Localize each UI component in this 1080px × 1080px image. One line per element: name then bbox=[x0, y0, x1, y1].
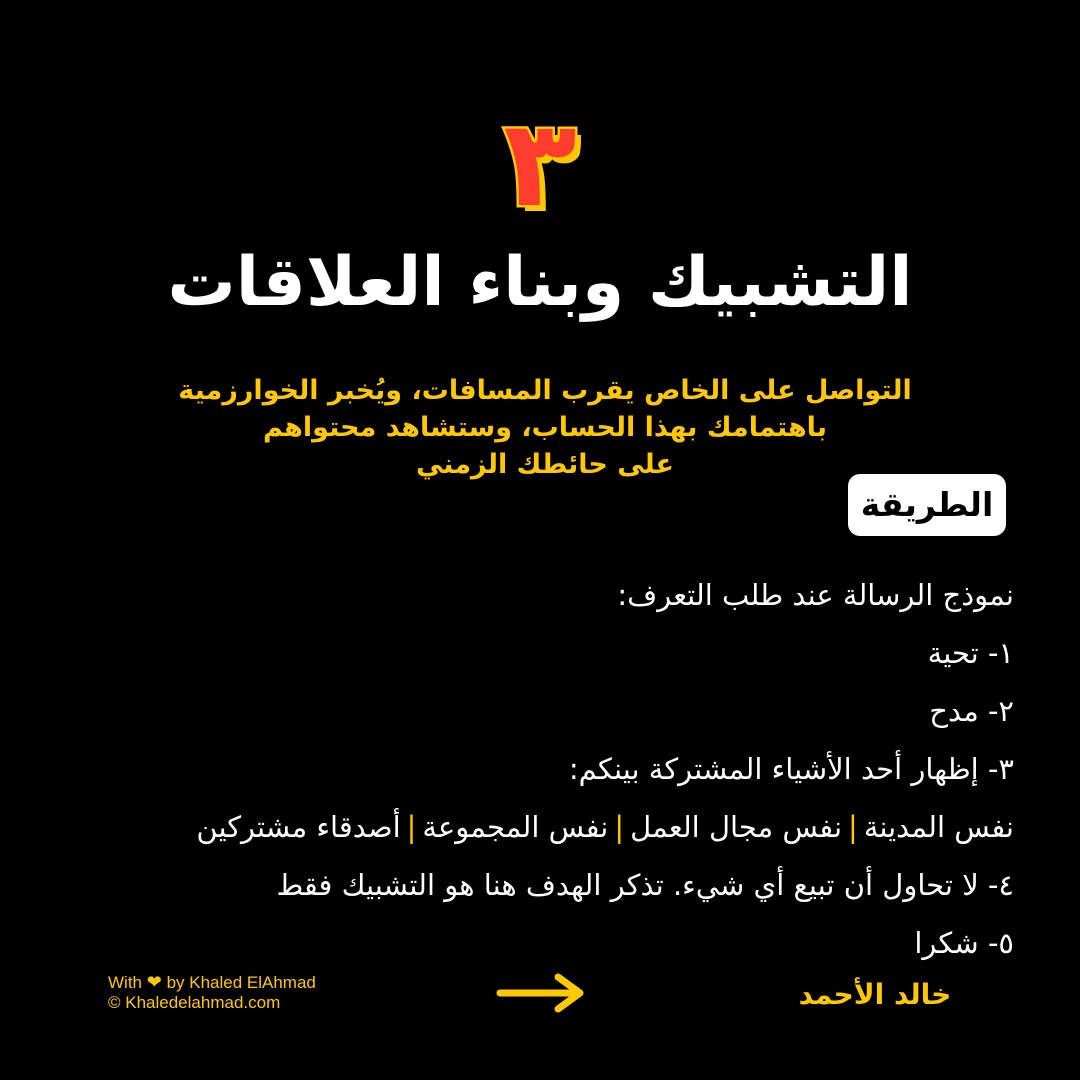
steps-intro: نموذج الرسالة عند طلب التعرف: bbox=[617, 578, 1014, 612]
example-separator: | bbox=[848, 810, 858, 844]
step-3-examples bbox=[24, 798, 1014, 856]
step-2: ٢- مدح bbox=[929, 694, 1014, 728]
author-name: خالد الأحمد bbox=[798, 978, 952, 1011]
example-item: نفس المجموعة bbox=[422, 810, 609, 844]
method-badge: الطريقة bbox=[848, 474, 1006, 536]
subtitle bbox=[140, 372, 950, 483]
example-separator: | bbox=[406, 810, 417, 844]
example-item: أصدقاء مشتركين bbox=[196, 810, 401, 844]
credit-site: © Khaledelahmad.com bbox=[108, 993, 281, 1012]
arrow-right-icon bbox=[494, 970, 588, 1016]
step-1: ١- تحية bbox=[927, 636, 1014, 670]
subtitle-line-1: التواصل على الخاص يقرب المسافات، ويُخبر الخوارزمية bbox=[178, 375, 912, 406]
heart-icon: ❤ bbox=[146, 972, 162, 992]
example-item: نفس مجال العمل bbox=[630, 810, 843, 844]
step-5: ٥- شكرا bbox=[914, 926, 1014, 960]
section-number: ٣ bbox=[503, 95, 577, 234]
example-item: نفس المدينة bbox=[863, 810, 1014, 844]
example-separator: | bbox=[614, 810, 625, 844]
credit-with: With bbox=[108, 973, 142, 992]
credit bbox=[108, 972, 316, 1013]
page-title: التشبيك وبناء العلاقات bbox=[167, 243, 913, 322]
subtitle-line-2: باهتمامك بهذا الحساب، وستشاهد محتواهم bbox=[263, 412, 827, 443]
credit-by: by Khaled ElAhmad bbox=[166, 973, 316, 992]
steps-list bbox=[24, 566, 1014, 972]
step-4: ٤- لا تحاول أن تبيع أي شيء. تذكر الهدف هنا هو التشبيك فقط bbox=[276, 868, 1014, 902]
subtitle-line-3: على حائطك الزمني bbox=[415, 449, 674, 480]
credit-line-1 bbox=[108, 972, 316, 993]
step-3: ٣- إظهار أحد الأشياء المشتركة بينكم: bbox=[568, 752, 1014, 786]
